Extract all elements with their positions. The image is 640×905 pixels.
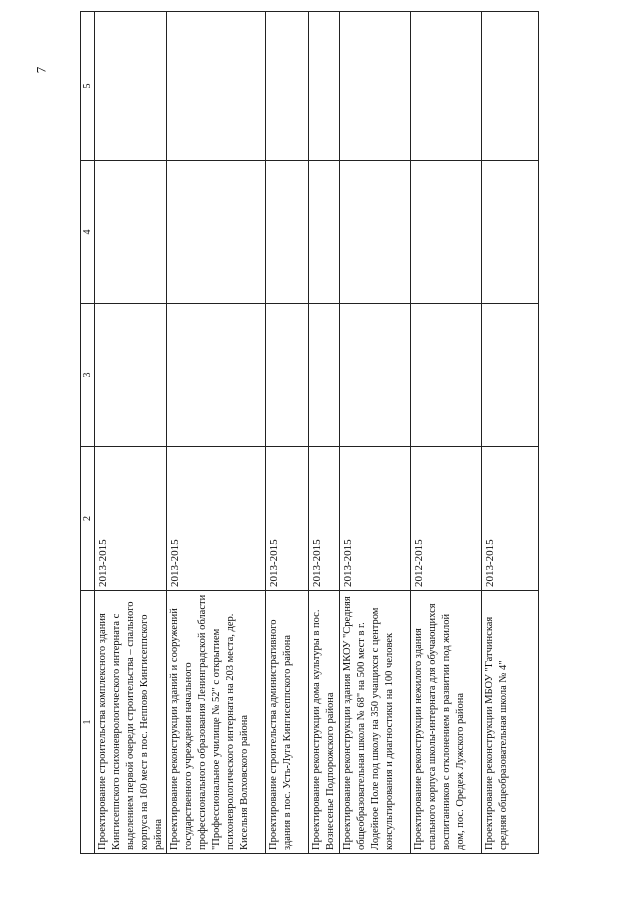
project-period-cell: 2012-2015 (411, 447, 482, 591)
project-name-cell: Проектирование строительства административного здания в пос. Усть-Луга Кингисеппского района (266, 591, 309, 854)
project-name-cell: Проектирование реконструкции дома культуры в пос. Вознесенье Подпорожского района (309, 591, 340, 854)
empty-cell (482, 304, 539, 447)
empty-cell (411, 304, 482, 447)
project-name-cell: Проектирование реконструкции нежилого здания спального корпуса школы-интерната для обучающихся воспитанников с отклонением в развитии под жилой дом, пос. Оредеж Лужского района (411, 591, 482, 854)
table-row (266, 12, 309, 854)
project-period-cell: 2013-2015 (309, 447, 340, 591)
project-period-cell: 2013-2015 (340, 447, 411, 591)
project-name-cell: Проектирование реконструкции здания МКОУ "Средняя общеобразовательная школа № 68" на 500 мест в г. Лодейное Поле под школу на 350 учащихся с центром консультирования и диагностики на 100 человек (340, 591, 411, 854)
projects-table (80, 11, 539, 854)
empty-cell (95, 304, 167, 447)
document-table-container (80, 12, 626, 854)
column-header: 1 (81, 591, 95, 854)
empty-cell (340, 12, 411, 161)
empty-cell (167, 304, 266, 447)
project-name-cell: Проектирование строительства комплексного здания Кингисеппского психоневрологического интерната с выделением первой очереди строительства – спального корпуса на 160 мест в пос. Неппово Кингисеппского района (95, 591, 167, 854)
table-row (309, 12, 340, 854)
empty-cell (309, 161, 340, 304)
column-header: 5 (81, 12, 95, 161)
project-period-cell: 2013-2015 (482, 447, 539, 591)
empty-cell (411, 161, 482, 304)
column-header: 4 (81, 161, 95, 304)
project-name-cell: Проектирование реконструкции зданий и сооружений государственного учреждения начального профессионального образования Ленинградской области "Профессиональное училище № 52" с открытием психоневрологического интерната на 203 места, дер. Кисельня Волховского района (167, 591, 266, 854)
project-name-cell: Проектирование реконструкции МБОУ "Гатчинская средняя общеобразовательная школа № 4" (482, 591, 539, 854)
table-row (167, 12, 266, 854)
table-row (411, 12, 482, 854)
table-header-row (81, 12, 95, 854)
empty-cell (95, 161, 167, 304)
table-row (482, 12, 539, 854)
table-row (95, 12, 167, 854)
empty-cell (340, 304, 411, 447)
empty-cell (309, 12, 340, 161)
project-period-cell: 2013-2015 (95, 447, 167, 591)
table-row (340, 12, 411, 854)
project-period-cell: 2013-2015 (266, 447, 309, 591)
empty-cell (95, 12, 167, 161)
empty-cell (482, 161, 539, 304)
column-header: 2 (81, 447, 95, 591)
page-number: 7 (33, 66, 49, 74)
empty-cell (266, 304, 309, 447)
empty-cell (167, 161, 266, 304)
empty-cell (482, 12, 539, 161)
empty-cell (167, 12, 266, 161)
empty-cell (309, 304, 340, 447)
column-header: 3 (81, 304, 95, 447)
project-period-cell: 2013-2015 (167, 447, 266, 591)
empty-cell (266, 161, 309, 304)
empty-cell (411, 12, 482, 161)
empty-cell (340, 161, 411, 304)
empty-cell (266, 12, 309, 161)
